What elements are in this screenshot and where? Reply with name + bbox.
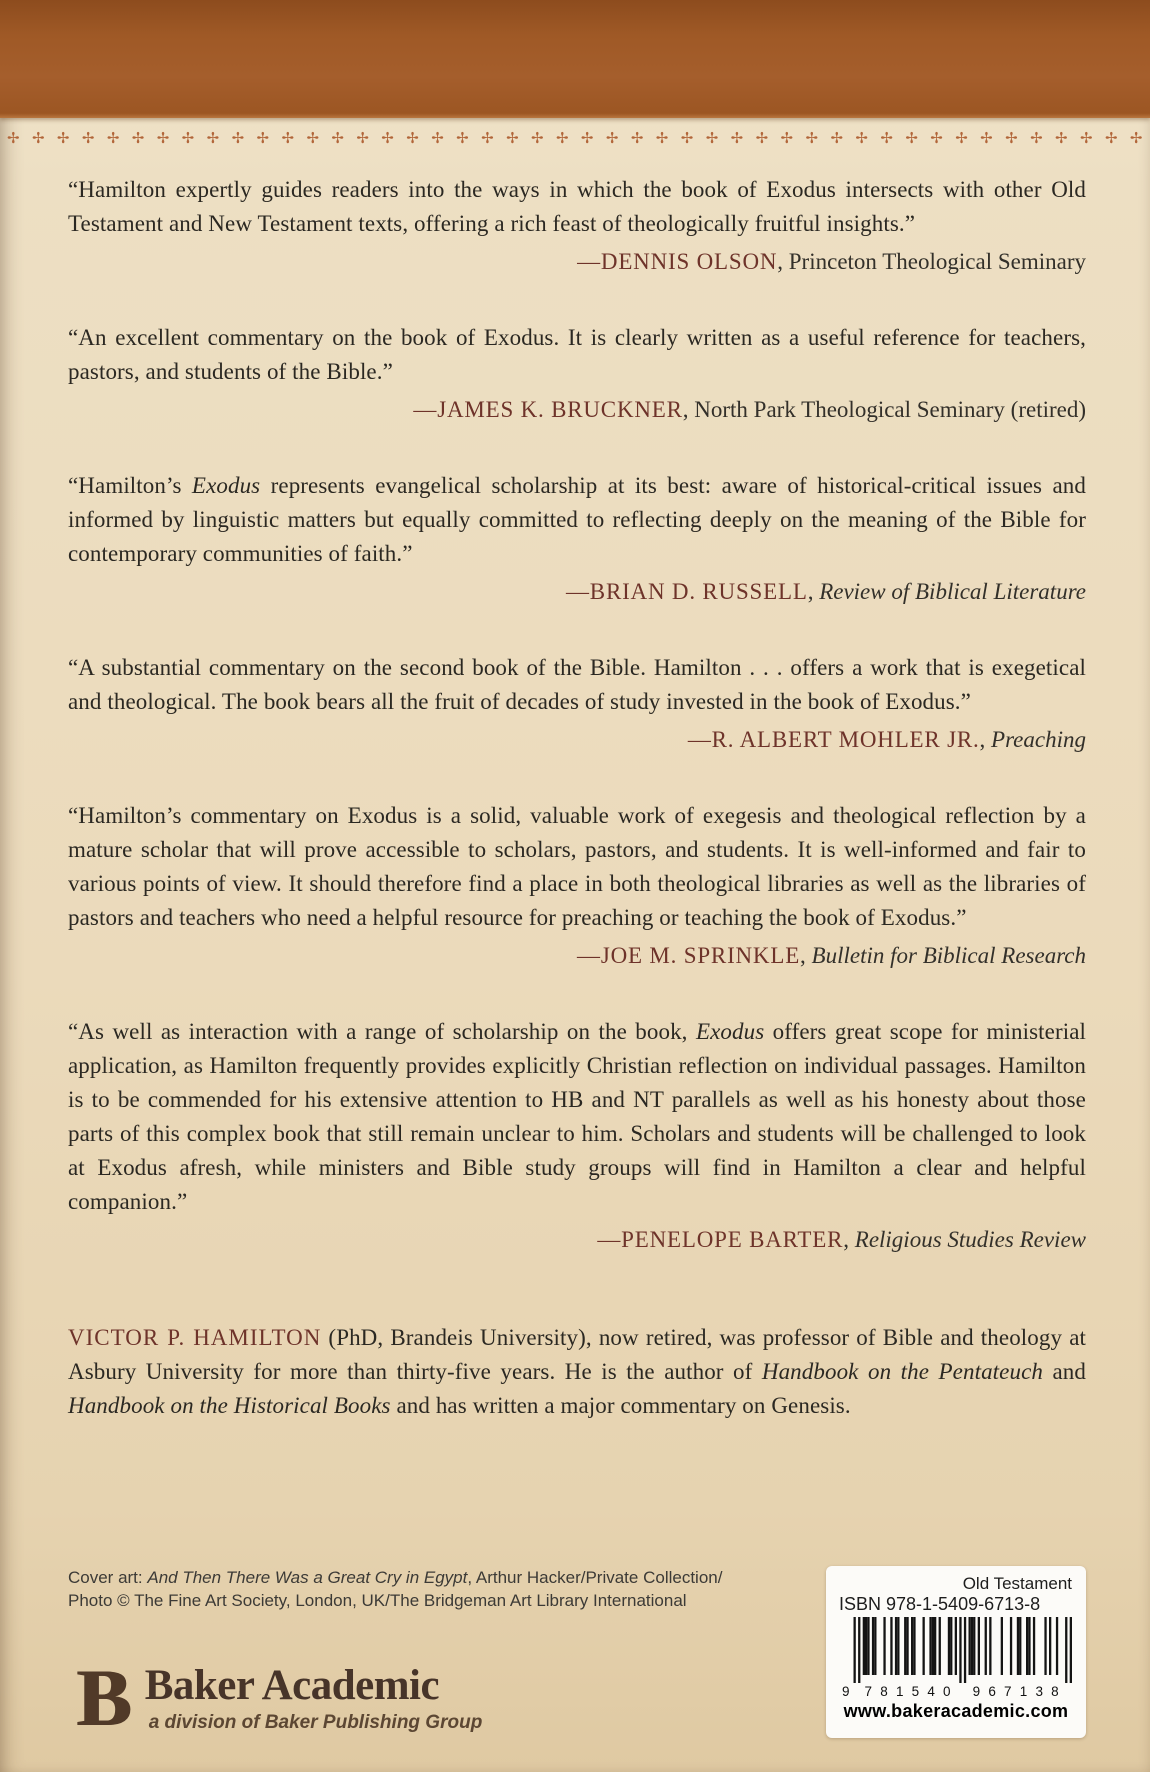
cross-icon: ✢ xyxy=(705,131,719,147)
text-segment: and xyxy=(1043,1359,1086,1384)
barcode-label xyxy=(826,1566,1086,1738)
text-segment: , Arthur Hacker/Private Collection/ xyxy=(467,1568,723,1587)
cross-icon: ✢ xyxy=(755,131,769,147)
text-segment: “An excellent commentary on the book of Exodus. It is clearly written as a useful reference for teachers, pastors, and students of the Bible.” xyxy=(68,325,1086,384)
quote-attribution xyxy=(68,393,1086,427)
svg-text:781540: 781540 xyxy=(864,1684,951,1699)
reviewer-affiliation: Princeton Theological Seminary xyxy=(788,249,1086,274)
quote-block xyxy=(68,321,1086,427)
cross-icon: ✢ xyxy=(605,131,619,147)
quote-block xyxy=(68,469,1086,609)
baker-logo-icon: B xyxy=(76,1652,131,1743)
reviewer-name: —DENNIS OLSON xyxy=(577,249,778,274)
cross-icon: ✢ xyxy=(456,131,469,147)
text-segment: (PhD, Brandeis University), now retired, was professor of Bible and theology at Asbury University for more than thirty-five years. He is the author of xyxy=(68,1325,1087,1384)
cross-icon: ✢ xyxy=(1030,131,1043,147)
cross-icon: ✢ xyxy=(580,131,594,147)
reviewer-name: —PENELOPE BARTER xyxy=(597,1227,844,1252)
quote-text xyxy=(68,321,1086,389)
reviewer-affiliation: Review of Biblical Literature xyxy=(819,579,1086,604)
cross-icon: ✢ xyxy=(555,131,569,147)
author-name: VICTOR P. HAMILTON xyxy=(68,1325,322,1350)
cross-icon: ✢ xyxy=(1079,131,1093,147)
text-segment: Cover art: xyxy=(68,1568,148,1587)
reviewer-name: —BRIAN D. RUSSELL xyxy=(566,579,808,604)
cross-icon: ✢ xyxy=(156,131,170,147)
cross-icon: ✢ xyxy=(231,131,245,147)
cross-icon: ✢ xyxy=(905,131,918,147)
cross-icon: ✢ xyxy=(531,131,544,147)
attribution-separator: , xyxy=(807,579,820,604)
quote-attribution xyxy=(68,939,1086,973)
italic-title: Handbook on the Historical Books xyxy=(68,1393,391,1418)
credit-line xyxy=(68,1589,748,1612)
quote-attribution xyxy=(68,245,1086,279)
cross-icon: ✢ xyxy=(381,131,394,147)
cross-ornament-row xyxy=(0,129,1150,149)
cross-icon: ✢ xyxy=(306,131,320,147)
cross-icon: ✢ xyxy=(1104,131,1118,147)
reviewer-name: —JAMES K. BRUCKNER xyxy=(413,397,683,422)
publisher-name: Baker Academic xyxy=(144,1662,440,1709)
quotes-list xyxy=(68,173,1086,1257)
attribution-separator: , xyxy=(682,397,695,422)
cross-icon: ✢ xyxy=(955,131,968,147)
reviewer-affiliation: North Park Theological Seminary (retired) xyxy=(694,397,1086,422)
cross-icon: ✢ xyxy=(106,131,120,147)
cross-icon: ✢ xyxy=(206,131,220,147)
category-label: Old Testament xyxy=(962,1574,1072,1593)
quote-text xyxy=(68,173,1086,241)
text-segment: and has written a major commentary on Genesis. xyxy=(390,1393,851,1418)
cross-icon: ✢ xyxy=(7,131,20,147)
text-segment: represents evangelical scholarship at its best: aware of historical-critical issues and informed by linguistic matters but equally committed to reflecting deeply on the meaning of the Bible for contemporary communities of faith.” xyxy=(68,473,1086,566)
cross-icon: ✢ xyxy=(855,131,868,147)
cross-icon: ✢ xyxy=(780,131,794,147)
cover-art-credit xyxy=(68,1566,748,1612)
ean13-barcode xyxy=(839,1617,1073,1701)
cross-icon: ✢ xyxy=(281,131,295,147)
quote-text xyxy=(68,1015,1086,1219)
quote-attribution xyxy=(68,723,1086,757)
cross-icon: ✢ xyxy=(506,131,519,147)
reviewer-name: —R. ALBERT MOHLER JR. xyxy=(687,727,980,752)
reviewer-affiliation: Religious Studies Review xyxy=(854,1227,1086,1252)
quote-text xyxy=(68,469,1086,571)
svg-text:967138: 967138 xyxy=(972,1684,1059,1699)
top-brown-band xyxy=(0,0,1150,118)
italic-title: Exodus xyxy=(191,473,261,498)
publisher-website: www.bakeracademic.com xyxy=(843,1701,1069,1721)
quote-text xyxy=(68,651,1086,719)
cross-icon: ✢ xyxy=(81,131,95,147)
text-segment: “A substantial commentary on the second book of the Bible. Hamilton . . . offers a work that is exegetical and theological. The book bears all the fruit of decades of study invested in the book of Exodus.” xyxy=(68,655,1086,714)
publisher-tagline: a division of Baker Publishing Group xyxy=(148,1712,483,1733)
cross-icon: ✢ xyxy=(331,131,344,147)
text-segment: “Hamilton expertly guides readers into the ways in which the book of Exodus intersects with other Old Testament and New Testament texts, offering a rich feast of theologically fruitful insights.” xyxy=(68,177,1086,236)
attribution-separator: , xyxy=(979,727,992,752)
attribution-separator: , xyxy=(800,943,812,968)
cross-icon: ✢ xyxy=(181,131,195,147)
reviewer-affiliation: Bulletin for Biblical Research xyxy=(811,943,1086,968)
cross-icon: ✢ xyxy=(406,131,419,147)
cross-icon: ✢ xyxy=(830,131,844,147)
quote-block xyxy=(68,1015,1086,1257)
reviewer-name: —JOE M. SPRINKLE xyxy=(577,943,801,968)
quote-text xyxy=(68,799,1086,935)
text-segment: Photo © The Fine Art Society, London, UK/The Bridgeman Art Library International xyxy=(68,1591,687,1610)
publisher-logo xyxy=(76,1652,483,1743)
attribution-separator: , xyxy=(843,1227,855,1252)
quote-attribution xyxy=(68,1223,1086,1257)
cross-icon: ✢ xyxy=(1005,131,1018,147)
cross-icon: ✢ xyxy=(680,131,694,147)
cross-icon: ✢ xyxy=(56,131,70,147)
text-segment: “Hamilton’s xyxy=(68,473,192,498)
cross-icon: ✢ xyxy=(1129,131,1143,147)
quote-block xyxy=(68,799,1086,973)
credit-line xyxy=(68,1566,748,1589)
text-segment: “Hamilton’s commentary on Exodus is a solid, valuable work of exegesis and theological reflection by a mature scholar that will prove accessible to scholars, pastors, and students. It is well-informed and fair to various points of view. It should therefore find a place in both theological libraries as well as the libraries of pastors and teachers who need a helpful resource for preaching or teaching the book of Exodus.” xyxy=(68,803,1086,930)
attribution-separator: , xyxy=(777,249,789,274)
author-bio xyxy=(68,1321,1086,1423)
cross-icon: ✢ xyxy=(1055,131,1068,147)
italic-title: Handbook on the Pentateuch xyxy=(761,1359,1043,1384)
cross-icon: ✢ xyxy=(131,131,145,147)
cross-icon: ✢ xyxy=(980,131,993,147)
cross-icon: ✢ xyxy=(256,131,270,147)
quote-attribution xyxy=(68,575,1086,609)
reviewer-affiliation: Preaching xyxy=(991,727,1086,752)
cross-icon: ✢ xyxy=(930,131,943,147)
cross-icon: ✢ xyxy=(880,131,893,147)
publisher-logo-text xyxy=(145,1662,483,1735)
quote-block xyxy=(68,173,1086,279)
italic-title: Exodus xyxy=(695,1019,765,1044)
cross-icon: ✢ xyxy=(356,131,369,147)
cross-icon: ✢ xyxy=(31,131,45,147)
cross-icon: ✢ xyxy=(655,131,669,147)
cross-icon: ✢ xyxy=(431,131,444,147)
text-segment: offers great scope for ministerial application, as Hamilton frequently provides explicitly Christian reflection on individual passages. Hamilton is to be commended for his extensive attention to HB and NT parallels as well as his honesty about those parts of this complex book that still remain unclear to him. Scholars and students will be challenged to look at Exodus afresh, while ministers and Bible study groups will find in Hamilton a clear and helpful companion.” xyxy=(68,1019,1086,1214)
cross-icon: ✢ xyxy=(630,131,644,147)
cross-icon: ✢ xyxy=(805,131,819,147)
italic-title: And Then There Was a Great Cry in Egypt xyxy=(147,1568,468,1587)
isbn-text: ISBN 978-1-5409-6713-8 xyxy=(839,1594,1041,1614)
text-segment: “As well as interaction with a range of scholarship on the book, xyxy=(68,1019,696,1044)
svg-text:9: 9 xyxy=(841,1684,850,1699)
quote-block xyxy=(68,651,1086,757)
cross-icon: ✢ xyxy=(730,131,744,147)
cross-icon: ✢ xyxy=(481,131,494,147)
